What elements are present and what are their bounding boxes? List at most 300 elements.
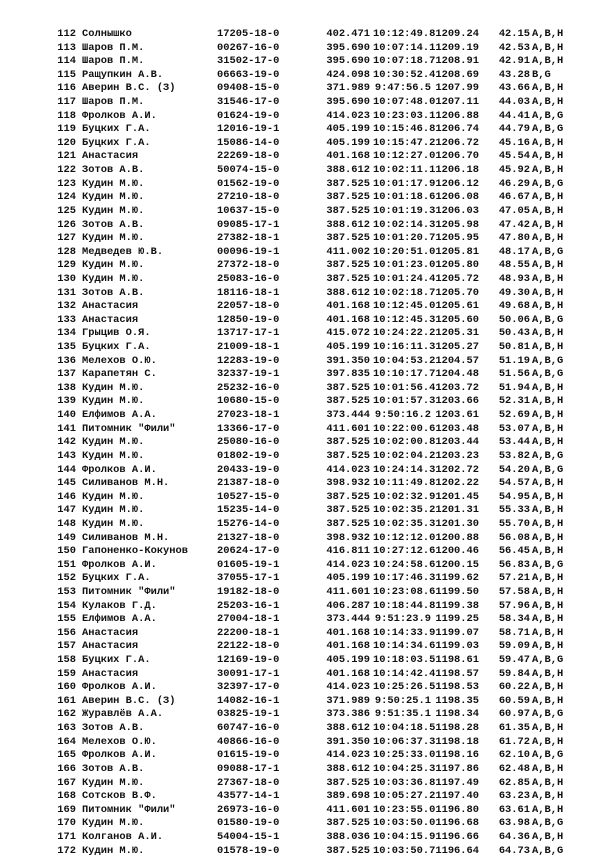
arrival-time-cell: 10:16:11.3 bbox=[373, 341, 436, 354]
coefficients-cell: A,B,H bbox=[532, 613, 564, 626]
arrival-time-cell: 10:24:58.6 bbox=[373, 558, 436, 571]
arrival-time-cell: 10:14:42.4 bbox=[373, 667, 436, 680]
percent-cell: 49.30 bbox=[498, 286, 530, 299]
fancier-cell: Зотов А.В. bbox=[82, 164, 145, 177]
arrival-time-cell: 10:05:27.2 bbox=[373, 790, 436, 803]
distance-cell: 389.698 bbox=[326, 790, 370, 803]
rank-cell: 152 bbox=[57, 572, 76, 585]
fancier-cell: Кудин М.Ю. bbox=[82, 517, 145, 530]
speed-cell: 1208.69 bbox=[435, 68, 479, 81]
percent-cell: 61.72 bbox=[498, 735, 530, 748]
speed-cell: 1196.66 bbox=[435, 830, 479, 843]
arrival-time-cell: 10:12:49.8 bbox=[373, 28, 436, 40]
speed-cell: 1206.18 bbox=[435, 164, 479, 177]
percent-cell: 54.95 bbox=[498, 490, 530, 503]
coefficients-cell: A,B,H bbox=[532, 55, 564, 68]
speed-cell: 1203.66 bbox=[435, 395, 479, 408]
coefficients-cell: A,B,H bbox=[532, 436, 564, 449]
percent-cell: 58.34 bbox=[498, 613, 530, 626]
distance-cell: 395.690 bbox=[326, 55, 370, 68]
fancier-cell: Зотов А.В. bbox=[82, 762, 145, 775]
coefficients-cell: A,B,H bbox=[532, 422, 564, 435]
coefficients-cell: A,B,H bbox=[532, 164, 564, 177]
arrival-time-cell: 10:27:12.6 bbox=[373, 545, 436, 558]
distance-cell: 387.525 bbox=[326, 177, 370, 190]
rank-cell: 119 bbox=[57, 123, 76, 136]
table-row bbox=[0, 42, 600, 56]
arrival-time-cell: 10:01:56.4 bbox=[373, 381, 436, 394]
ring-number-cell: 10637-15-0 bbox=[217, 204, 280, 217]
table-row bbox=[0, 28, 600, 42]
arrival-time-cell: 10:04:25.3 bbox=[373, 762, 436, 775]
ring-number-cell: 43577-14-1 bbox=[217, 790, 280, 803]
coefficients-cell: A,B,H bbox=[532, 667, 564, 680]
distance-cell: 387.525 bbox=[326, 449, 370, 462]
fancier-cell: Буцких Г.А. bbox=[82, 136, 151, 149]
distance-cell: 411.002 bbox=[326, 245, 370, 258]
table-row bbox=[0, 123, 600, 137]
ring-number-cell: 09408-15-0 bbox=[217, 82, 280, 95]
distance-cell: 401.168 bbox=[326, 640, 370, 653]
percent-cell: 45.92 bbox=[498, 164, 530, 177]
rank-cell: 125 bbox=[57, 204, 76, 217]
coefficients-cell: A,B,H bbox=[532, 640, 564, 653]
coefficients-cell: A,B,H bbox=[532, 585, 564, 598]
arrival-time-cell: 10:14:34.6 bbox=[373, 640, 436, 653]
arrival-time-cell: 10:02:04.2 bbox=[373, 449, 436, 462]
distance-cell: 387.525 bbox=[326, 204, 370, 217]
arrival-time-cell: 10:01:19.3 bbox=[373, 204, 436, 217]
speed-cell: 1206.03 bbox=[435, 204, 479, 217]
rank-cell: 124 bbox=[57, 191, 76, 204]
percent-cell: 50.81 bbox=[498, 341, 530, 354]
rank-cell: 144 bbox=[57, 463, 76, 476]
distance-cell: 387.525 bbox=[326, 259, 370, 272]
speed-cell: 1203.72 bbox=[435, 381, 479, 394]
table-row bbox=[0, 368, 600, 382]
percent-cell: 42.53 bbox=[498, 41, 530, 54]
rank-cell: 165 bbox=[57, 749, 76, 762]
coefficients-cell: A,B,G bbox=[532, 368, 564, 381]
percent-cell: 60.22 bbox=[498, 681, 530, 694]
percent-cell: 56.83 bbox=[498, 558, 530, 571]
speed-cell: 1209.24 bbox=[435, 28, 479, 40]
ring-number-cell: 15235-14-0 bbox=[217, 504, 280, 517]
table-row bbox=[0, 681, 600, 695]
coefficients-cell: A,B,H bbox=[532, 681, 564, 694]
coefficients-cell: A,B,H bbox=[532, 830, 564, 843]
arrival-time-cell: 9:51:35.1 bbox=[374, 708, 431, 721]
rank-cell: 168 bbox=[57, 790, 76, 803]
rank-cell: 151 bbox=[57, 558, 76, 571]
table-row bbox=[0, 327, 600, 341]
table-row bbox=[0, 477, 600, 491]
percent-cell: 45.16 bbox=[498, 136, 530, 149]
ring-number-cell: 13717-17-1 bbox=[217, 327, 280, 340]
table-row bbox=[0, 314, 600, 328]
distance-cell: 401.168 bbox=[326, 626, 370, 639]
speed-cell: 1205.81 bbox=[435, 245, 479, 258]
distance-cell: 411.601 bbox=[326, 803, 370, 816]
coefficients-cell: A,B,G bbox=[532, 177, 564, 190]
speed-cell: 1205.70 bbox=[435, 286, 479, 299]
table-row bbox=[0, 273, 600, 287]
table-row bbox=[0, 191, 600, 205]
ring-number-cell: 22057-18-0 bbox=[217, 300, 280, 313]
speed-cell: 1199.07 bbox=[435, 626, 479, 639]
arrival-time-cell: 10:18:03.5 bbox=[373, 654, 436, 667]
coefficients-cell: A,B,H bbox=[532, 572, 564, 585]
percent-cell: 57.58 bbox=[498, 585, 530, 598]
coefficients-cell: A,B,H bbox=[532, 41, 564, 54]
coefficients-cell: A,B,H bbox=[532, 762, 564, 775]
ring-number-cell: 18116-18-1 bbox=[217, 286, 280, 299]
fancier-cell: Елфимов А.А. bbox=[82, 613, 157, 626]
speed-cell: 1205.31 bbox=[435, 327, 479, 340]
speed-cell: 1196.68 bbox=[435, 817, 479, 830]
table-row bbox=[0, 627, 600, 641]
fancier-cell: Буцких Г.А. bbox=[82, 572, 151, 585]
rank-cell: 120 bbox=[57, 136, 76, 149]
arrival-time-cell: 10:02:35.3 bbox=[373, 517, 436, 530]
rank-cell: 126 bbox=[57, 218, 76, 231]
percent-cell: 52.69 bbox=[498, 409, 530, 422]
fancier-cell: Питомник "Фили" bbox=[82, 422, 176, 435]
fancier-cell: Питомник "Фили" bbox=[82, 803, 176, 816]
arrival-time-cell: 10:02:00.8 bbox=[373, 436, 436, 449]
coefficients-cell: A,B,H bbox=[532, 735, 564, 748]
speed-cell: 1199.03 bbox=[435, 640, 479, 653]
rank-cell: 149 bbox=[57, 531, 76, 544]
percent-cell: 64.36 bbox=[498, 830, 530, 843]
percent-cell: 54.20 bbox=[498, 463, 530, 476]
percent-cell: 63.98 bbox=[498, 817, 530, 830]
ring-number-cell: 06663-19-0 bbox=[217, 68, 280, 81]
arrival-time-cell: 10:11:49.8 bbox=[373, 477, 436, 490]
rank-cell: 115 bbox=[57, 68, 76, 81]
percent-cell: 55.70 bbox=[498, 517, 530, 530]
speed-cell: 1200.46 bbox=[435, 545, 479, 558]
percent-cell: 62.85 bbox=[498, 776, 530, 789]
fancier-cell: Елфимов А.А. bbox=[82, 409, 157, 422]
fancier-cell: Анастасия bbox=[82, 313, 139, 326]
distance-cell: 387.525 bbox=[326, 844, 370, 857]
coefficients-cell: A,B,H bbox=[532, 204, 564, 217]
ring-number-cell: 00096-19-1 bbox=[217, 245, 280, 258]
speed-cell: 1197.49 bbox=[435, 776, 479, 789]
rank-cell: 137 bbox=[57, 368, 76, 381]
ring-number-cell: 22269-18-0 bbox=[217, 150, 280, 163]
ring-number-cell: 27004-18-1 bbox=[217, 613, 280, 626]
percent-cell: 52.31 bbox=[498, 395, 530, 408]
arrival-time-cell: 10:07:18.7 bbox=[373, 55, 436, 68]
speed-cell: 1205.27 bbox=[435, 341, 479, 354]
table-row bbox=[0, 259, 600, 273]
rank-cell: 154 bbox=[57, 599, 76, 612]
fancier-cell: Буцких Г.А. bbox=[82, 654, 151, 667]
distance-cell: 401.168 bbox=[326, 150, 370, 163]
rank-cell: 163 bbox=[57, 722, 76, 735]
ring-number-cell: 31502-17-0 bbox=[217, 55, 280, 68]
fancier-cell: Питомник "Фили" bbox=[82, 585, 176, 598]
ring-number-cell: 01562-19-0 bbox=[217, 177, 280, 190]
ring-number-cell: 32337-19-1 bbox=[217, 368, 280, 381]
distance-cell: 398.932 bbox=[326, 531, 370, 544]
coefficients-cell: A,B,G bbox=[532, 749, 564, 762]
distance-cell: 395.690 bbox=[326, 96, 370, 109]
ring-number-cell: 03825-19-1 bbox=[217, 708, 280, 721]
results-table bbox=[0, 28, 600, 858]
percent-cell: 63.61 bbox=[498, 803, 530, 816]
percent-cell: 60.97 bbox=[498, 708, 530, 721]
arrival-time-cell: 10:07:48.0 bbox=[373, 96, 436, 109]
distance-cell: 405.199 bbox=[326, 654, 370, 667]
ring-number-cell: 01578-19-0 bbox=[217, 844, 280, 857]
table-row bbox=[0, 722, 600, 736]
distance-cell: 391.350 bbox=[326, 354, 370, 367]
speed-cell: 1197.86 bbox=[435, 762, 479, 775]
fancier-cell: Кудин М.Ю. bbox=[82, 436, 145, 449]
arrival-time-cell: 10:02:14.3 bbox=[373, 218, 436, 231]
percent-cell: 54.57 bbox=[498, 477, 530, 490]
table-row bbox=[0, 164, 600, 178]
ring-number-cell: 21327-18-0 bbox=[217, 531, 280, 544]
arrival-time-cell: 10:17:46.3 bbox=[373, 572, 436, 585]
table-row bbox=[0, 708, 600, 722]
rank-cell: 131 bbox=[57, 286, 76, 299]
distance-cell: 397.835 bbox=[326, 368, 370, 381]
percent-cell: 51.94 bbox=[498, 381, 530, 394]
speed-cell: 1206.12 bbox=[435, 177, 479, 190]
ring-number-cell: 15276-14-0 bbox=[217, 517, 280, 530]
table-row bbox=[0, 572, 600, 586]
distance-cell: 398.932 bbox=[326, 477, 370, 490]
coefficients-cell: A,B,H bbox=[532, 136, 564, 149]
fancier-cell: Кудин М.Ю. bbox=[82, 204, 145, 217]
speed-cell: 1206.70 bbox=[435, 150, 479, 163]
ring-number-cell: 21387-18-0 bbox=[217, 477, 280, 490]
rank-cell: 160 bbox=[57, 681, 76, 694]
percent-cell: 57.21 bbox=[498, 572, 530, 585]
speed-cell: 1205.95 bbox=[435, 232, 479, 245]
table-row bbox=[0, 545, 600, 559]
speed-cell: 1205.98 bbox=[435, 218, 479, 231]
ring-number-cell: 09088-17-1 bbox=[217, 762, 280, 775]
speed-cell: 1198.34 bbox=[435, 708, 479, 721]
coefficients-cell: A,B,G bbox=[532, 708, 564, 721]
fancier-cell: Солнышко bbox=[82, 28, 132, 40]
speed-cell: 1203.23 bbox=[435, 449, 479, 462]
ring-number-cell: 60747-16-0 bbox=[217, 722, 280, 735]
table-row bbox=[0, 395, 600, 409]
coefficients-cell: A,B,H bbox=[532, 150, 564, 163]
ring-number-cell: 01802-19-0 bbox=[217, 449, 280, 462]
coefficients-cell: A,B,H bbox=[532, 790, 564, 803]
ring-number-cell: 27210-18-0 bbox=[217, 191, 280, 204]
rank-cell: 142 bbox=[57, 436, 76, 449]
distance-cell: 411.601 bbox=[326, 585, 370, 598]
table-row bbox=[0, 232, 600, 246]
speed-cell: 1202.72 bbox=[435, 463, 479, 476]
speed-cell: 1196.80 bbox=[435, 803, 479, 816]
ring-number-cell: 09085-17-1 bbox=[217, 218, 280, 231]
arrival-time-cell: 10:02:11.1 bbox=[373, 164, 436, 177]
table-row bbox=[0, 586, 600, 600]
rank-cell: 112 bbox=[57, 28, 76, 40]
distance-cell: 416.811 bbox=[326, 545, 370, 558]
percent-cell: 62.10 bbox=[498, 749, 530, 762]
rank-cell: 159 bbox=[57, 667, 76, 680]
fancier-cell: Зотов А.В. bbox=[82, 286, 145, 299]
percent-cell: 47.05 bbox=[498, 204, 530, 217]
rank-cell: 162 bbox=[57, 708, 76, 721]
rank-cell: 143 bbox=[57, 449, 76, 462]
arrival-time-cell: 10:12:45.3 bbox=[373, 313, 436, 326]
fancier-cell: Кудин М.Ю. bbox=[82, 191, 145, 204]
rank-cell: 153 bbox=[57, 585, 76, 598]
coefficients-cell: A,B,G bbox=[532, 245, 564, 258]
coefficients-cell: A,B,H bbox=[532, 232, 564, 245]
ring-number-cell: 12016-19-1 bbox=[217, 123, 280, 136]
fancier-cell: Зотов А.В. bbox=[82, 722, 145, 735]
fancier-cell: Кудин М.Ю. bbox=[82, 259, 145, 272]
coefficients-cell: A,B,H bbox=[532, 599, 564, 612]
ring-number-cell: 20624-17-0 bbox=[217, 545, 280, 558]
fancier-cell: Колганов А.И. bbox=[82, 830, 164, 843]
percent-cell: 43.66 bbox=[498, 82, 530, 95]
speed-cell: 1205.60 bbox=[435, 313, 479, 326]
fancier-cell: Кудин М.Ю. bbox=[82, 490, 145, 503]
table-row bbox=[0, 613, 600, 627]
rank-cell: 139 bbox=[57, 395, 76, 408]
distance-cell: 371.989 bbox=[326, 694, 370, 707]
percent-cell: 44.41 bbox=[498, 109, 530, 122]
fancier-cell: Силиванов М.Н. bbox=[82, 531, 170, 544]
percent-cell: 59.47 bbox=[498, 654, 530, 667]
coefficients-cell: A,B,H bbox=[532, 272, 564, 285]
distance-cell: 387.525 bbox=[326, 272, 370, 285]
coefficients-cell: A,B,G bbox=[532, 313, 564, 326]
fancier-cell: Фролков А.И. bbox=[82, 558, 157, 571]
coefficients-cell: A,B,G bbox=[532, 109, 564, 122]
fancier-cell: Зотов А.В. bbox=[82, 218, 145, 231]
table-row bbox=[0, 491, 600, 505]
arrival-time-cell: 10:12:12.0 bbox=[373, 531, 436, 544]
arrival-time-cell: 9:50:25.1 bbox=[374, 694, 431, 707]
arrival-time-cell: 10:04:15.9 bbox=[373, 830, 436, 843]
speed-cell: 1198.57 bbox=[435, 667, 479, 680]
table-row bbox=[0, 790, 600, 804]
speed-cell: 1198.16 bbox=[435, 749, 479, 762]
fancier-cell: Фролков А.И. bbox=[82, 463, 157, 476]
ring-number-cell: 25080-16-0 bbox=[217, 436, 280, 449]
percent-cell: 62.48 bbox=[498, 762, 530, 775]
table-row bbox=[0, 831, 600, 845]
distance-cell: 414.023 bbox=[326, 109, 370, 122]
arrival-time-cell: 10:01:57.3 bbox=[373, 395, 436, 408]
percent-cell: 49.68 bbox=[498, 300, 530, 313]
speed-cell: 1198.35 bbox=[435, 694, 479, 707]
table-row bbox=[0, 817, 600, 831]
distance-cell: 388.612 bbox=[326, 286, 370, 299]
speed-cell: 1199.25 bbox=[435, 613, 479, 626]
ring-number-cell: 25083-16-0 bbox=[217, 272, 280, 285]
fancier-cell: Анастасия bbox=[82, 626, 139, 639]
percent-cell: 63.23 bbox=[498, 790, 530, 803]
fancier-cell: Анастасия bbox=[82, 640, 139, 653]
table-row bbox=[0, 695, 600, 709]
percent-cell: 50.43 bbox=[498, 327, 530, 340]
fancier-cell: Кудин М.Ю. bbox=[82, 504, 145, 517]
ring-number-cell: 22122-18-0 bbox=[217, 640, 280, 653]
arrival-time-cell: 9:50:16.2 bbox=[374, 409, 431, 422]
ring-number-cell: 20433-19-0 bbox=[217, 463, 280, 476]
speed-cell: 1199.38 bbox=[435, 599, 479, 612]
rank-cell: 132 bbox=[57, 300, 76, 313]
rank-cell: 156 bbox=[57, 626, 76, 639]
percent-cell: 48.55 bbox=[498, 259, 530, 272]
fancier-cell: Кудин М.Ю. bbox=[82, 381, 145, 394]
distance-cell: 388.612 bbox=[326, 762, 370, 775]
table-row bbox=[0, 150, 600, 164]
distance-cell: 402.471 bbox=[326, 28, 370, 40]
arrival-time-cell: 10:25:33.0 bbox=[373, 749, 436, 762]
fancier-cell: Буцких Г.А. bbox=[82, 123, 151, 136]
arrival-time-cell: 10:12:45.0 bbox=[373, 300, 436, 313]
percent-cell: 44.03 bbox=[498, 96, 530, 109]
percent-cell: 50.06 bbox=[498, 313, 530, 326]
table-row bbox=[0, 845, 600, 858]
speed-cell: 1198.53 bbox=[435, 681, 479, 694]
rank-cell: 148 bbox=[57, 517, 76, 530]
table-row bbox=[0, 777, 600, 791]
distance-cell: 411.601 bbox=[326, 422, 370, 435]
speed-cell: 1201.30 bbox=[435, 517, 479, 530]
rank-cell: 123 bbox=[57, 177, 76, 190]
table-row bbox=[0, 763, 600, 777]
percent-cell: 53.44 bbox=[498, 436, 530, 449]
rank-cell: 164 bbox=[57, 735, 76, 748]
percent-cell: 46.67 bbox=[498, 191, 530, 204]
rank-cell: 118 bbox=[57, 109, 76, 122]
rank-cell: 133 bbox=[57, 313, 76, 326]
coefficients-cell: A,B,G bbox=[532, 449, 564, 462]
arrival-time-cell: 10:25:26.5 bbox=[373, 681, 436, 694]
rank-cell: 155 bbox=[57, 613, 76, 626]
distance-cell: 405.199 bbox=[326, 572, 370, 585]
fancier-cell: Кудин М.Ю. bbox=[82, 232, 145, 245]
percent-cell: 48.93 bbox=[498, 272, 530, 285]
rank-cell: 130 bbox=[57, 272, 76, 285]
speed-cell: 1205.80 bbox=[435, 259, 479, 272]
table-row bbox=[0, 300, 600, 314]
rank-cell: 145 bbox=[57, 477, 76, 490]
distance-cell: 371.989 bbox=[326, 82, 370, 95]
distance-cell: 373.386 bbox=[326, 708, 370, 721]
distance-cell: 387.525 bbox=[326, 232, 370, 245]
speed-cell: 1198.61 bbox=[435, 654, 479, 667]
arrival-time-cell: 10:01:23.0 bbox=[373, 259, 436, 272]
coefficients-cell: A,B,H bbox=[532, 96, 564, 109]
speed-cell: 1204.48 bbox=[435, 368, 479, 381]
speed-cell: 1207.99 bbox=[435, 82, 479, 95]
table-row bbox=[0, 600, 600, 614]
fancier-cell: Буцких Г.А. bbox=[82, 341, 151, 354]
rank-cell: 116 bbox=[57, 82, 76, 95]
coefficients-cell: A,B,H bbox=[532, 259, 564, 272]
arrival-time-cell: 10:24:14.3 bbox=[373, 463, 436, 476]
rank-cell: 166 bbox=[57, 762, 76, 775]
